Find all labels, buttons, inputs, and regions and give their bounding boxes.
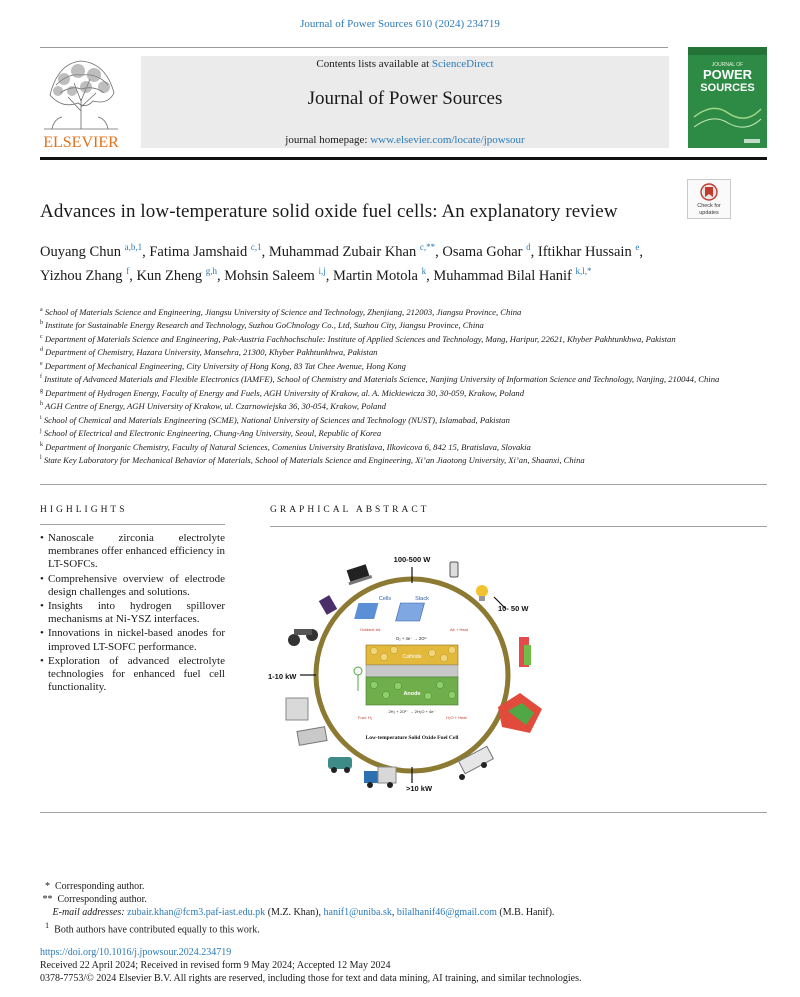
affiliation-text: Department of Chemistry, Hazara University, Mansehra, 21300, Khyber Pakhtunkhwa, Pakistan: [45, 347, 378, 358]
article-footer: [40, 946, 760, 985]
author-list: [40, 238, 680, 286]
car-icon: [328, 757, 352, 773]
footnote-corresponding-1: * Corresponding author.: [40, 881, 145, 892]
author: [538, 244, 643, 260]
affiliation-text: School of Chemical and Materials Engineering (SCME), National University of Sciences and Technology (NUST), Islamabad, Pakistan: [43, 414, 510, 425]
ga-label-left: 1-10 kW: [268, 672, 297, 681]
footnote-corresponding-2: ** Corresponding author.: [40, 894, 147, 905]
elsevier-logo: [38, 55, 124, 150]
phone-icon: [450, 562, 458, 577]
email-link-khan[interactable]: zubair.khan@fcm3.paf-iast.edu.pk: [127, 907, 266, 918]
ga-air-heat-label: Air + Heat: [450, 627, 468, 632]
ga-fuel-label: Fuel: H₂: [358, 715, 373, 720]
highlights-list: [40, 532, 225, 695]
ga-caption: Low-temperature Solid Oxide Fuel Cell: [365, 735, 459, 741]
affiliation-item: [40, 318, 758, 331]
journal-citation-link[interactable]: Journal of Power Sources 610 (2024) 234719: [300, 18, 500, 30]
journal-cover: [688, 47, 767, 148]
author-separator: ,: [426, 267, 434, 284]
email-link-hanif-gmail[interactable]: bilalhanif46@gmail.com: [396, 907, 497, 918]
ga-cells-label: Cells: [378, 596, 392, 602]
author-affiliation-marker[interactable]: c,1: [250, 242, 262, 252]
footnote-equal-contribution: $^1$ Both authors have contributed equally to this work.: [45, 921, 260, 936]
contents-line: [141, 58, 669, 70]
ga-label-top: 100-500 W: [393, 555, 431, 564]
author-name[interactable]: Mohsin Saleem: [224, 267, 315, 284]
email-label: E-mail addresses:: [52, 907, 128, 918]
author-name[interactable]: Yizhou Zhang: [40, 267, 123, 284]
footnote-emails: [40, 906, 760, 919]
footnotes: [40, 880, 760, 936]
author-affiliation-marker[interactable]: i,j: [318, 265, 326, 276]
header-divider: [40, 47, 668, 48]
homepage-link[interactable]: www.elsevier.com/locate/jpowsour: [370, 134, 525, 146]
check-updates-line1: Check for: [697, 203, 721, 209]
author-affiliation-marker[interactable]: c,**: [419, 242, 436, 252]
author: [224, 265, 333, 284]
author: [40, 265, 137, 284]
author-name[interactable]: Kun Zheng: [136, 267, 203, 284]
journal-citation: [0, 18, 800, 30]
affiliation-key: j: [40, 428, 42, 435]
affiliation-key: e: [40, 360, 43, 367]
tower-icon: [519, 637, 531, 667]
affiliation-key: h: [40, 401, 43, 408]
author-affiliation-marker[interactable]: d: [526, 242, 531, 252]
highlight-item: • Comprehensive overview of electrode design challenges and solutions.: [40, 573, 225, 599]
author: [442, 244, 538, 260]
graphical-abstract-rule: [270, 526, 767, 527]
affiliation-text: Institute for Sustainable Energy Research and Technology, Suzhou GoChnology Co., Ltd, Suzhou City, Jiangsu Province, China: [45, 320, 484, 331]
truck-icon: [364, 767, 396, 788]
heater-icon: [286, 698, 308, 720]
author: [332, 265, 434, 284]
highlight-item: • Nanoscale zirconia electrolyte membranes offer enhanced efficiency in LT-SOFCs.: [40, 532, 225, 572]
homepage-line: [141, 134, 669, 146]
battery-rack-icon: [297, 727, 327, 746]
ga-oxidant-label: Oxidant: Air: [360, 627, 381, 632]
doi-link[interactable]: https://doi.org/10.1016/j.jpowsour.2024.234719: [40, 947, 232, 958]
author-affiliation-marker[interactable]: f: [126, 265, 130, 276]
ga-stack-label: Stack: [415, 596, 429, 602]
affiliation-item: [40, 345, 758, 358]
affiliation-text: State Key Laboratory for Mechanical Behavior of Materials, School of Materials Science and Engineering, Xi’an Jiaotong University, Xi’an, Shaanxi, China: [43, 454, 585, 465]
author-separator: ,: [142, 243, 150, 260]
sciencedirect-link[interactable]: ScienceDirect: [431, 58, 494, 70]
ga-anode-label: Anode: [403, 691, 421, 697]
author-affiliation-marker[interactable]: k,l,*: [575, 265, 592, 276]
affiliation-key: b: [40, 320, 43, 327]
footnote-corresponding-1-text: Corresponding author.: [55, 881, 145, 892]
footnote-equal-text: Both authors have contributed equally to this work.: [54, 924, 260, 936]
affiliation-text: School of Electrical and Electronic Engineering, Chung-Ang University, Seoul, Republic of Korea: [43, 427, 382, 438]
ga-label-right: 10- 50 W: [498, 604, 529, 613]
author-name[interactable]: Ouyang Chun: [40, 243, 121, 260]
affiliation-key: k: [40, 441, 43, 448]
affiliation-item: [40, 453, 758, 466]
ga-oxidation-label: 2H₂ + 2O²⁻ → 2H₂O + 4e⁻: [388, 709, 436, 714]
highlight-item: • Innovations in nickel-based anodes for improved LT-SOFC performance.: [40, 627, 225, 653]
affiliation-item: [40, 359, 758, 372]
email-who-khan: (M.Z. Khan),: [265, 907, 324, 918]
check-updates-line2: updates: [699, 210, 719, 216]
article-title: Advances in low-temperature solid oxide fuel cells: An explanatory review: [40, 201, 618, 222]
footnote-corresponding-2-text: Corresponding author.: [57, 894, 147, 905]
affiliation-item: [40, 440, 758, 453]
affiliation-item: [40, 305, 758, 318]
affiliation-text: School of Materials Science and Engineering, Jiangsu University of Science and Technology, Zhenjiang, 212003, Jiangsu Province, China: [44, 306, 522, 317]
header-thick-rule: [40, 157, 767, 160]
cover-sources: SOURCES: [700, 82, 755, 94]
highlights-rule: [40, 524, 225, 525]
author-affiliation-marker[interactable]: k: [421, 265, 427, 276]
copyright-line: 0378-7753/© 2024 Elsevier B.V. All rights are reserved, including those for text and data mining, AI training, and similar technologies.: [40, 973, 582, 984]
affiliation-item: [40, 413, 758, 426]
affiliation-text: Department of Hydrogen Energy, Faculty of Energy and Fuels, AGH University of Krakow, al. A. Mickiewicza 30, 30-059, Krakow, Poland: [45, 387, 525, 398]
journal-title: Journal of Power Sources: [307, 88, 503, 109]
affiliation-item: [40, 372, 758, 385]
email-link-hanif-uniba[interactable]: hanif1@uniba.sk: [323, 907, 392, 918]
affiliation-item: [40, 426, 758, 439]
affiliation-key: c: [40, 333, 43, 340]
affiliation-item: [40, 332, 758, 345]
ga-label-bottom: >10 kW: [406, 784, 433, 793]
bottom-divider: [40, 812, 767, 813]
laptop-icon: [347, 564, 373, 585]
ga-electrolyte-layer: [366, 665, 458, 677]
author: [136, 265, 225, 284]
check-for-updates-button[interactable]: [687, 179, 731, 219]
highlights-heading: HIGHLIGHTS: [40, 505, 128, 515]
highlight-item: • Exploration of advanced electrolyte technologies for enhanced fuel cell functionality.: [40, 655, 225, 695]
author-name[interactable]: Muhammad Bilal Hanif: [433, 267, 572, 284]
author-separator: ,: [639, 243, 643, 260]
author: [433, 265, 592, 284]
author-name[interactable]: Martin Motola: [332, 267, 418, 284]
affiliation-key: l: [40, 454, 42, 461]
affiliations: [40, 305, 758, 466]
author-separator: ,: [129, 267, 137, 284]
author: [40, 244, 149, 260]
author-name[interactable]: Osama Gohar: [442, 243, 523, 260]
affiliation-key: f: [40, 374, 42, 381]
author-name[interactable]: Fatima Jamshaid: [149, 243, 248, 260]
author: [269, 244, 443, 260]
author-name[interactable]: Iftikhar Hussain: [537, 243, 632, 260]
author-affiliation-marker[interactable]: g,h: [205, 265, 217, 276]
highlight-item: • Insights into hydrogen spillover mechanisms at Ni-YSZ interfaces.: [40, 600, 225, 626]
affiliation-text: Institute of Advanced Materials and Flexible Electronics (IAMFE), School of Chemistry and Materials Science, Nanjing University of Information Science and Technology, Nanjing, 210044, China: [44, 374, 720, 385]
homepage-prefix: journal homepage:: [285, 134, 371, 146]
ga-h2o-heat-label: H₂O + Heat: [446, 715, 467, 720]
author-name[interactable]: Muhammad Zubair Khan: [268, 243, 417, 260]
affiliation-text: Department of Mechanical Engineering, City University of Hong Kong, 83 Tat Chee Avenue, Hong Kong: [44, 360, 406, 371]
elsevier-wordmark: ELSEVIER: [43, 134, 119, 150]
motorbike-icon: [288, 629, 318, 646]
author-affiliation-marker[interactable]: a,b,1: [124, 242, 143, 252]
affiliation-key: a: [40, 307, 43, 313]
ga-cathode-label: Cathode: [402, 654, 422, 660]
author-separator: ,: [261, 243, 269, 260]
email-who-hanif: (M.B. Hanif).: [496, 907, 555, 918]
elsevier-tree-icon: [38, 55, 124, 150]
cover-journal-of: JOURNAL OF: [711, 62, 744, 68]
graphical-abstract-figure: [262, 545, 562, 805]
affiliation-key: i: [40, 414, 42, 421]
author-separator: ,: [530, 243, 538, 260]
affiliation-text: Department of Materials Science and Engineering, Pak-Austria Fachhochschule: Institute of Applied Sciences and Technology, Mang, Haripur, 22621, Khyber Pakhtunkhwa, Pakistan: [44, 333, 676, 344]
received-dates: Received 22 April 2024; Received in revised form 9 May 2024; Accepted 12 May 2024: [40, 960, 391, 971]
cover-power: POWER: [702, 67, 753, 82]
affiliation-text: Department of Inorganic Chemistry, Faculty of Natural Sciences, Comenius University Bratislava, Ilkovicova 6, 842 15, Bratislava, Slovakia: [45, 441, 531, 452]
author-separator: ,: [325, 267, 333, 284]
author-separator: ,: [216, 267, 225, 284]
email-separator: ,: [391, 907, 397, 918]
tablet-icon: [319, 595, 337, 615]
author-affiliation-marker[interactable]: e: [635, 242, 640, 252]
lightbulb-icon: [476, 585, 488, 601]
affiliation-item: [40, 399, 758, 412]
affiliation-key: g: [40, 387, 43, 394]
affiliation-key: d: [40, 347, 43, 354]
graphical-abstract-heading: GRAPHICAL ABSTRACT: [270, 505, 430, 515]
author: [149, 244, 269, 260]
author-separator: ,: [435, 243, 443, 260]
contents-prefix: Contents lists available at: [316, 58, 432, 70]
affiliation-text: AGH Centre of Energy, AGH University of Krakow, ul. Czarnowiejska 36, 30-054, Krakow, Poland: [45, 401, 386, 412]
ga-reduction-label: O₂ + 4e⁻ → 2O²⁻: [395, 636, 429, 641]
section-divider: [40, 484, 767, 485]
affiliation-item: [40, 386, 758, 399]
